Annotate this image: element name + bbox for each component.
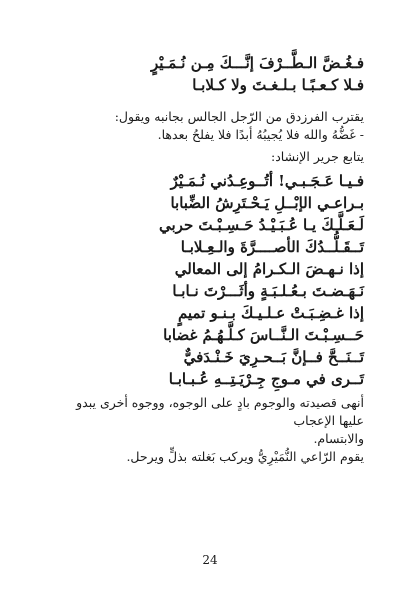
verse-line: حَــسِـبْـتَ الـنَّــاسَ كـلَّـهُـمُ غضابا	[163, 326, 364, 344]
verse-line: بـراعـي الإبْــلِ يَـحْـتَرِشُ الضِّبابا	[170, 194, 364, 212]
narration-line: يقترب الفرزدق من الرّجل الجالس بجانبه ويقول:	[114, 109, 364, 124]
narration-line: يتابع جرير الإنشاد:	[271, 149, 364, 164]
verse-line: نَـهَـضـتَ بـعُـلـبَـةٍ وأثَـــرْتَ نـابـا	[172, 282, 364, 300]
verse-line: تَــقَـلُّــدُكَ الأصــــرَّةَ والـعِـلابـا	[180, 238, 364, 256]
verse-line: فـلا كـعـبًـا بـلـغـتَ ولا كـلابـا	[192, 76, 364, 94]
verse-line: تَــنَــحَّ فــإنَّ بَــحـرِيَ خَـنْـدَفيٌّ	[183, 348, 364, 366]
narration-line: والابتسام.	[313, 431, 364, 446]
verse-line: إذا نـهـضَ الـكـرامُ إلى المعالي	[174, 260, 364, 278]
page-number: 24	[202, 553, 218, 567]
verse-line: لَـعَـلَّـكَ يـا عُـبَـيْـدُ حَـسِـبْـتَ حربي	[158, 216, 364, 234]
verse-line: تَــرى في مـوجِ جِـرْيَـتِــهِ عُـبـابـا	[168, 370, 364, 388]
verse-line: فـيـا عَـجَـبـي! أتُــوعِـدُني نُـمَـيْرٌ	[170, 172, 364, 190]
page-content	[52, 52, 364, 466]
narration-line: أنهى قصيدته والوجوم بادٍ على الوجوه، ووجوه أخرى يبدو عليها الإعجاب	[76, 395, 364, 428]
verse-line: فـغُـضَّ الـطَّــرْفَ إنَّـــكَ مِـن نُـمَـيْرٍ	[151, 54, 364, 72]
narration-line: - غَضُّهُ والله فلا يُجيبُهُ أبدًا فلا يفلحُ بعدها.	[157, 127, 364, 142]
verse-line: إذا غـضِـبَـتْ عـلـيـكَ بـنـو تميمٍ	[177, 304, 364, 322]
narration-line: يقوم الرّاعي النُّمَيْرِيُّ ويركب بَغلته بذلٍّ ويرحل.	[126, 449, 364, 464]
